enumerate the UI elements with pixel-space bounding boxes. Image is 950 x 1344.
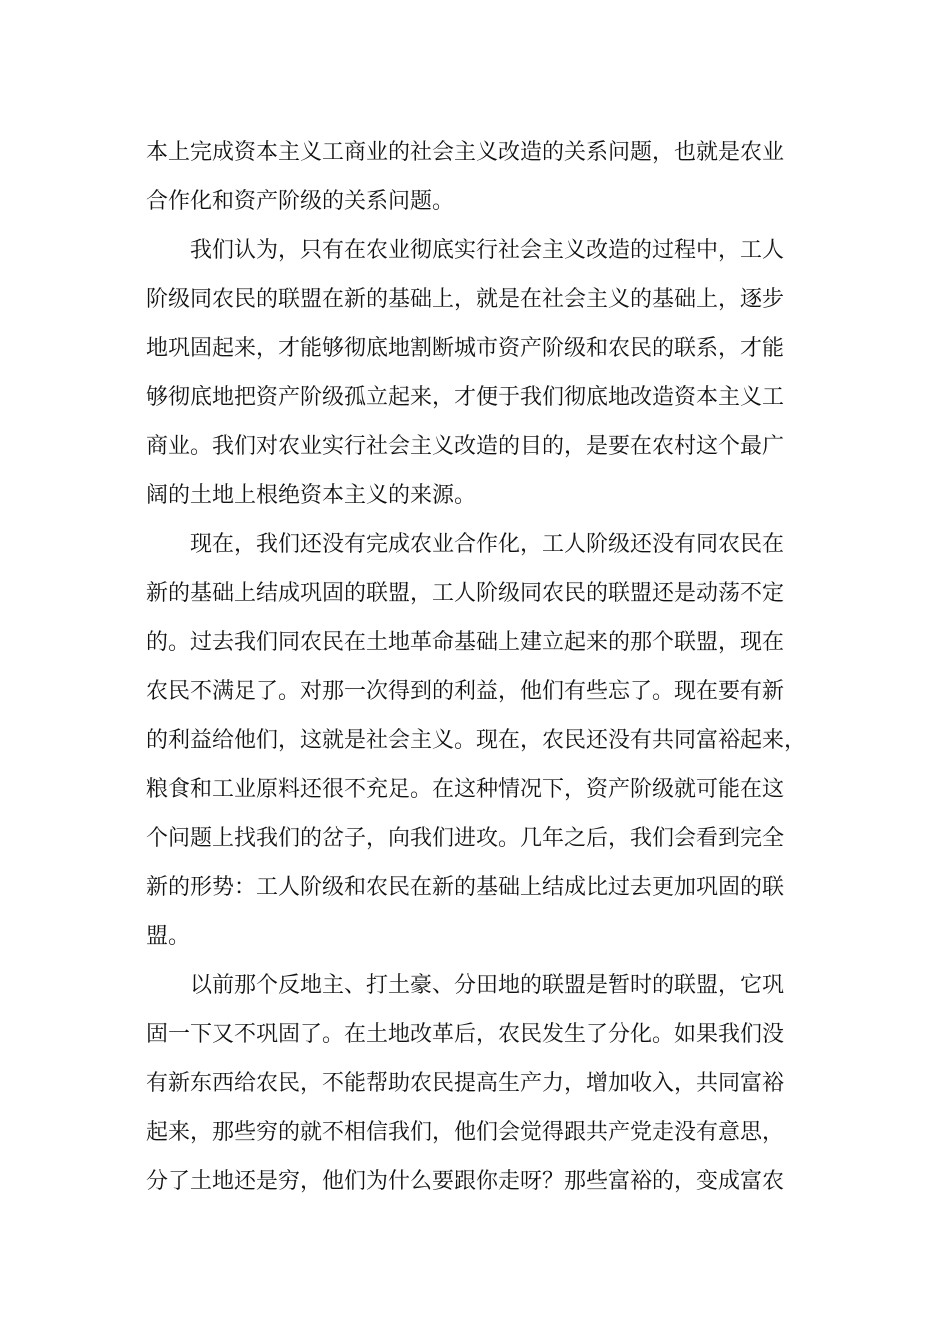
- text-line: 的。过去我们同农民在土地革命基础上建立起来的那个联盟，现在: [146, 630, 785, 655]
- text-line: 本上完成资本主义工商业的社会主义改造的关系问题，也就是农业: [146, 140, 785, 165]
- text-line: 固一下又不巩固了。在土地改革后，农民发生了分化。如果我们没: [146, 1022, 785, 1047]
- text-line: 盟。: [146, 924, 191, 949]
- text-line: 阔的土地上根绝资本主义的来源。: [146, 483, 477, 508]
- text-line: 以前那个反地主、打土豪、分田地的联盟是暂时的联盟，它巩: [190, 973, 785, 998]
- text-line: 个问题上找我们的岔子，向我们进攻。几年之后，我们会看到完全: [146, 826, 785, 851]
- text-line: 新的形势：工人阶级和农民在新的基础上结成比过去更加巩固的联: [146, 875, 785, 900]
- text-line: 我们认为，只有在农业彻底实行社会主义改造的过程中，工人: [190, 238, 785, 263]
- text-line: 合作化和资产阶级的关系问题。: [146, 189, 455, 214]
- text-line: 够彻底地把资产阶级孤立起来，才便于我们彻底地改造资本主义工: [146, 385, 785, 410]
- text-line: 有新东西给农民，不能帮助农民提高生产力，增加收入，共同富裕: [146, 1071, 785, 1096]
- text-line: 起来，那些穷的就不相信我们，他们会觉得跟共产党走没有意思，: [146, 1120, 785, 1145]
- text-line: 地巩固起来，才能够彻底地割断城市资产阶级和农民的联系，才能: [146, 336, 785, 361]
- text-line: 的利益给他们，这就是社会主义。现在，农民还没有共同富裕起来，: [146, 728, 807, 753]
- text-line: 新的基础上结成巩固的联盟，工人阶级同农民的联盟还是动荡不定: [146, 581, 785, 606]
- body-text: [146, 128, 806, 1206]
- text-line: 粮食和工业原料还很不充足。在这种情况下，资产阶级就可能在这: [146, 777, 785, 802]
- text-line: 农民不满足了。对那一次得到的利益，他们有些忘了。现在要有新: [146, 679, 785, 704]
- text-line: 商业。我们对农业实行社会主义改造的目的，是要在农村这个最广: [146, 434, 785, 459]
- text-line: 现在，我们还没有完成农业合作化，工人阶级还没有同农民在: [190, 532, 785, 557]
- text-line: 阶级同农民的联盟在新的基础上，就是在社会主义的基础上，逐步: [146, 287, 785, 312]
- text-line: 分了土地还是穷，他们为什么要跟你走呀？那些富裕的，变成富农: [146, 1169, 785, 1194]
